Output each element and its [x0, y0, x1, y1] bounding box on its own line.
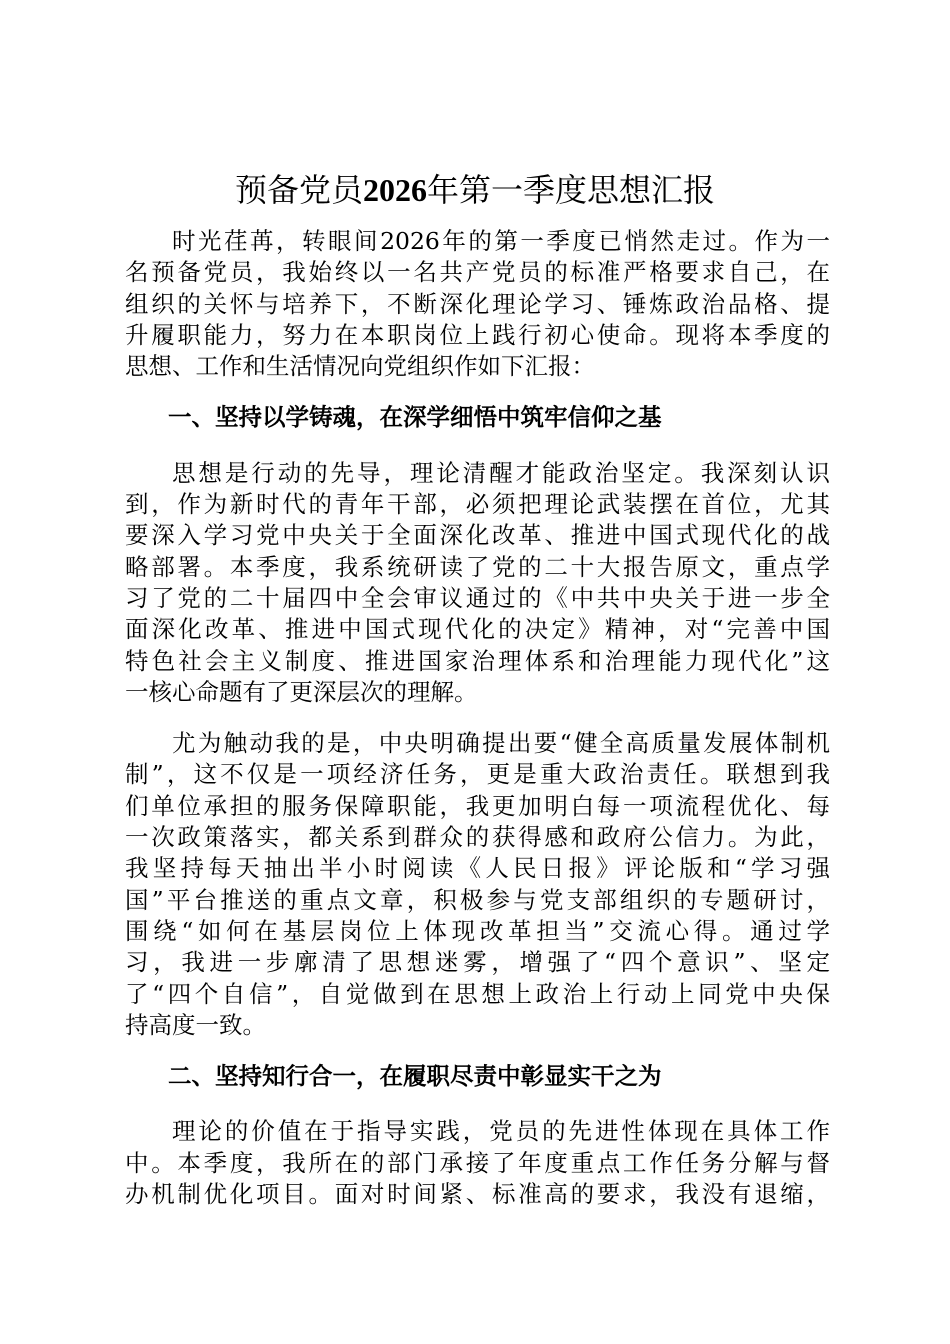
title-part-year: 2026	[363, 172, 427, 208]
paragraph-line: 时光荏苒，转眼间2026年的第一季度已悄然走过。作为一	[172, 227, 830, 255]
paragraph-line: 国”平台推送的重点文章，积极参与党支部组织的专题研讨，	[125, 885, 830, 914]
paragraph-section1-b	[125, 728, 830, 1041]
paragraph-line: 一次政策落实，都关系到群众的获得感和政府公信力。为此，	[125, 823, 830, 852]
paragraph-line: 了“四个自信”，自觉做到在思想上政治上行动上同党中央保	[125, 979, 830, 1008]
paragraph-line: 组织的关怀与培养下，不断深化理论学习、锤炼政治品格、提	[125, 289, 830, 318]
document-body	[125, 226, 830, 1230]
paragraph-line: 一核心命题有了更深层次的理解。	[125, 677, 478, 706]
document-title	[0, 164, 950, 216]
paragraph-line: 我坚持每天抽出半小时阅读《人民日报》评论版和“学习强	[125, 854, 830, 883]
paragraph-section2-a	[125, 1116, 830, 1210]
paragraph-line: 到，作为新时代的青年干部，必须把理论武装摆在首位，尤其	[125, 490, 830, 519]
section-heading-2: 二、坚持知行合一，在履职尽责中彰显实干之为	[168, 1062, 662, 1091]
paragraph-line: 持高度一致。	[125, 1010, 266, 1039]
paragraph-line: 们单位承担的服务保障职能，我更加明白每一项流程优化、每	[125, 791, 830, 820]
paragraph-line: 尤为触动我的是，中央明确提出要“健全高质量发展体制机	[172, 729, 830, 758]
title-part-1: 预备党员	[234, 171, 363, 209]
paragraph-line: 办机制优化项目。面对时间紧、标准高的要求，我没有退缩，	[125, 1180, 830, 1209]
paragraph-line: 习，我进一步廓清了思想迷雾，增强了“四个意识”、坚定	[125, 948, 830, 977]
paragraph-intro	[125, 226, 830, 382]
paragraph-line: 升履职能力，努力在本职岗位上践行初心使命。现将本季度的	[125, 320, 830, 349]
paragraph-line: 略部署。本季度，我系统研读了党的二十大报告原文，重点学	[125, 552, 830, 581]
paragraph-line: 中。本季度，我所在的部门承接了年度重点工作任务分解与督	[125, 1148, 830, 1177]
paragraph-line: 制”，这不仅是一项经济任务，更是重大政治责任。联想到我	[125, 760, 830, 789]
title-part-2: 年第一季度思想汇报	[427, 171, 716, 209]
paragraph-line: 面深化改革、推进中国式现代化的决定》精神，对“完善中国	[125, 615, 830, 644]
paragraph-line: 围绕“如何在基层岗位上体现改革担当”交流心得。通过学	[125, 916, 830, 945]
paragraph-line: 理论的价值在于指导实践，党员的先进性体现在具体工作	[172, 1117, 830, 1146]
paragraph-line: 习了党的二十届四中全会审议通过的《中共中央关于进一步全	[125, 583, 830, 612]
section-heading-1: 一、坚持以学铸魂，在深学细悟中筑牢信仰之基	[168, 403, 662, 432]
paragraph-line: 要深入学习党中央关于全面深化改革、推进中国式现代化的战	[125, 521, 830, 550]
paragraph-line: 名预备党员，我始终以一名共产党员的标准严格要求自己，在	[125, 258, 830, 287]
paragraph-line: 思想、工作和生活情况向党组织作如下汇报：	[125, 352, 595, 381]
paragraph-section1-a	[125, 458, 830, 708]
paragraph-line: 思想是行动的先导，理论清醒才能政治坚定。我深刻认识	[172, 458, 830, 487]
paragraph-line: 特色社会主义制度、推进国家治理体系和治理能力现代化”这	[125, 646, 830, 675]
